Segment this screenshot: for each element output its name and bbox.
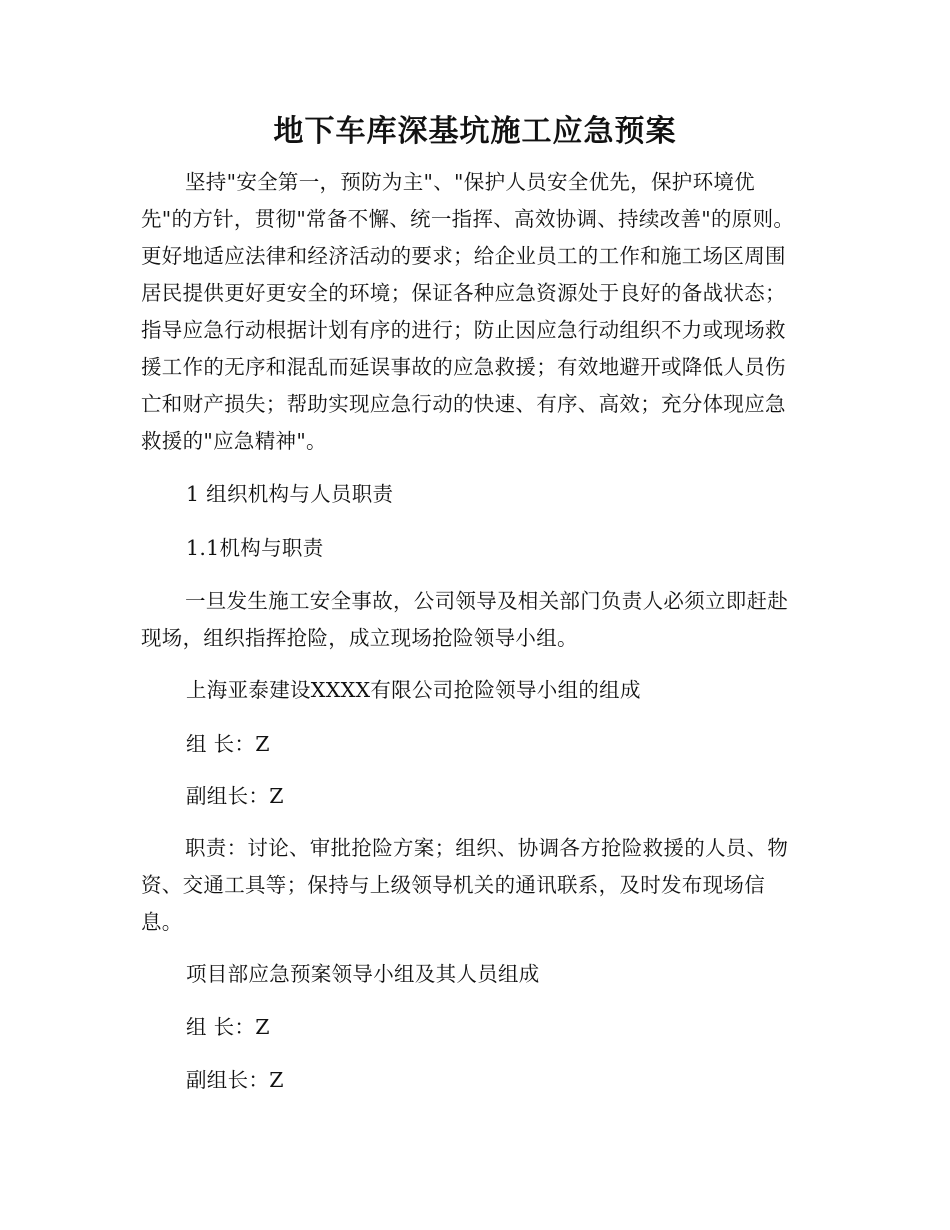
project-group-deputy: 副组长：Z: [186, 1068, 284, 1092]
section-heading-1: 1 组织机构与人员职责: [186, 482, 394, 506]
duties-paragraph: 职责：讨论、审批抢险方案；组织、协调各方抢险救援的人员、物资、交通工具等；保持与上级领导机关的通讯联系，及时发布现场信息。: [141, 836, 789, 934]
intro-paragraph: 坚持"安全第一，预防为主"、"保护人员安全优先，保护环境优先"的方针，贯彻"常备不懈、统一指挥、高效协调、持续改善"的原则。更好地适应法律和经济活动的要求；给企业员工的工作和施工场区周围居民提供更好更安全的环境；保证各种应急资源处于良好的备战状态；指导应急行动根据计划有序的进行；防止因应急行动组织不力或现场救援工作的无序和混乱而延误事故的应急救援；有效地避开或降低人员伤亡和财产损失；帮助实现应急行动的快速、有序、高效；充分体现应急救援的"应急精神"。: [141, 170, 795, 453]
accident-paragraph: 一旦发生施工安全事故，公司领导及相关部门负责人必须立即赶赴现场，组织指挥抢险，成立现场抢险领导小组。: [141, 589, 789, 650]
document-title: 地下车库深基坑施工应急预案: [273, 114, 677, 149]
section-heading-1-1: 1.1机构与职责: [186, 536, 324, 560]
project-group-leader: 组 长：Z: [186, 1015, 270, 1039]
company-group-heading: 上海亚泰建设XXXX有限公司抢险领导小组的组成: [186, 678, 641, 702]
company-group-deputy: 副组长：Z: [186, 784, 284, 808]
project-group-heading: 项目部应急预案领导小组及其人员组成: [186, 962, 540, 986]
company-group-leader: 组 长：Z: [186, 732, 270, 756]
